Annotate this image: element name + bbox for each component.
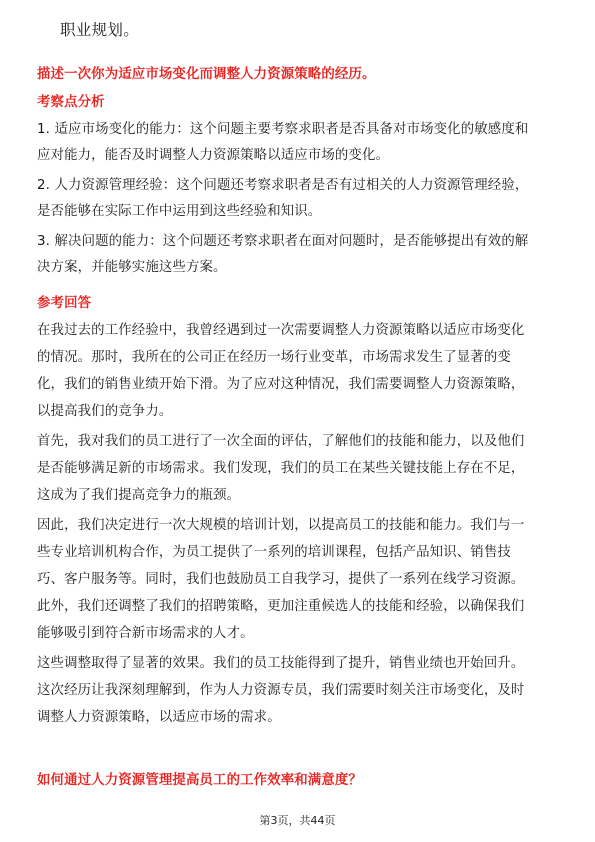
analysis-line: 决方案，并能够实施这些方案。: [37, 260, 227, 275]
answer-line: 这次经历让我深刻理解到，作为人力资源专员，我们需要时刻关注市场变化，及时: [37, 683, 525, 698]
answer-line: 这些调整取得了显著的效果。我们的员工技能得到了提升，销售业绩也开始回升。: [37, 656, 525, 671]
answer-line: 调整人力资源策略，以适应市场的需求。: [37, 710, 281, 725]
answer-line: 能够吸引到符合新市场需求的人才。: [37, 626, 254, 641]
analysis-line: 2. 人力资源管理经验：这个问题还考察求职者是否有过相关的人力资源管理经验，: [37, 178, 529, 193]
answer-line: 是否能够满足新的市场需求。我们发现，我们的员工在某些关键技能上存在不足，: [37, 461, 525, 476]
answer-line: 首先，我对我们的员工进行了一次全面的评估，了解他们的技能和能力，以及他们: [37, 434, 525, 449]
next-question-heading: 如何通过人力资源管理提高员工的工作效率和满意度？: [37, 773, 362, 788]
answer-heading: 参考回答: [37, 296, 92, 311]
answer-line: 此外，我们还调整了我们的招聘策略，更加注重候选人的技能和经验，以确保我们: [37, 599, 525, 614]
analysis-line: 是否能够在实际工作中运用到这些经验和知识。: [37, 204, 322, 219]
answer-line: 以提高我们的竞争力。: [37, 404, 173, 419]
page-number: 第3页，共44页: [259, 814, 336, 827]
answer-line: 因此，我们决定进行一次大规模的培训计划，以提高员工的技能和能力。我们与一: [37, 518, 525, 533]
answer-line: 些专业培训机构合作，为员工提供了一系列的培训课程，包括产品知识、销售技: [37, 545, 511, 560]
answer-line: 的情况。那时，我所在的公司正在经历一场行业变革，市场需求发生了显著的变: [37, 350, 511, 365]
question-heading: 描述一次你为适应市场变化而调整人力资源策略的经历。: [37, 67, 376, 82]
analysis-line: 3. 解决问题的能力：这个问题还考察求职者在面对问题时，是否能够提出有效的解: [37, 234, 529, 249]
continuation-text: 职业规划。: [60, 21, 140, 39]
analysis-line: 应对能力，能否及时调整人力资源策略以适应市场的变化。: [37, 148, 390, 163]
answer-line: 化，我们的销售业绩开始下滑。为了应对这种情况，我们需要调整人力资源策略，: [37, 377, 525, 392]
answer-line: 这成为了我们提高竞争力的瓶颈。: [37, 488, 241, 503]
answer-line: 巧、客户服务等。同时，我们也鼓励员工自我学习，提供了一系列在线学习资源。: [37, 572, 525, 587]
answer-line: 在我过去的工作经验中，我曾经遇到过一次需要调整人力资源策略以适应市场变化: [37, 323, 525, 338]
analysis-line: 1. 适应市场变化的能力：这个问题主要考察求职者是否具备对市场变化的敏感度和: [37, 122, 529, 137]
analysis-heading: 考察点分析: [37, 95, 105, 110]
